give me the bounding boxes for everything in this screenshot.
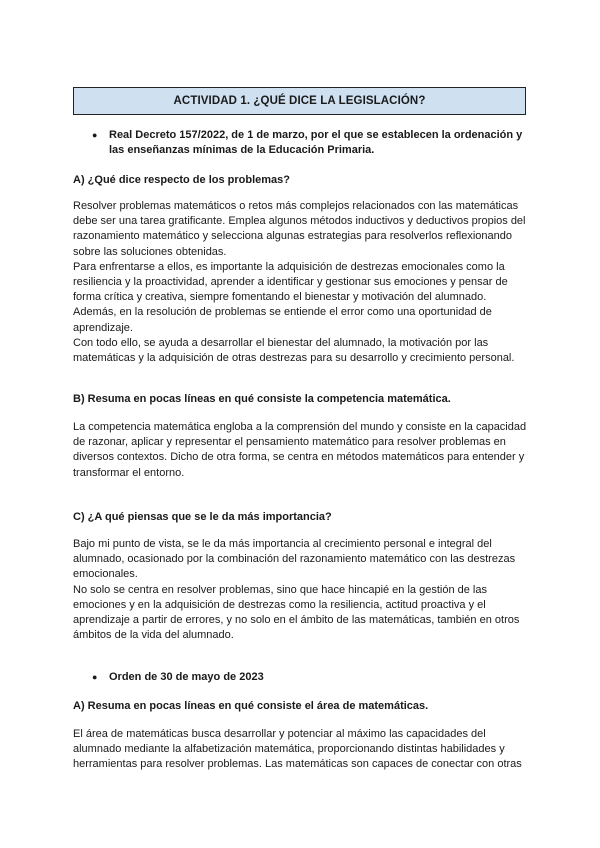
section-a2-body <box>73 727 527 773</box>
paragraph: La competencia matemática engloba a la comprensión del mundo y consiste en la capacidad de razonar, aplicar y representar el pensamiento matemático para resolver problemas en diversos contextos. Dicho de otra forma, se centra en métodos matemáticos para entender y transformar el entorno. <box>73 421 527 479</box>
bullet-text: Real Decreto 157/2022, de 1 de marzo, por el que se establecen la ordenación y las enseñanzas mínimas de la Educación Primaria. <box>109 129 523 157</box>
bullet-real-decreto <box>92 128 532 158</box>
section-c-heading: C) ¿A qué piensas que se le da más importancia? <box>73 511 332 523</box>
activity-title: ACTIVIDAD 1. ¿QUÉ DICE LA LEGISLACIÓN? <box>73 87 526 115</box>
bullet-orden <box>92 670 532 685</box>
paragraph: Bajo mi punto de vista, se le da más importancia al crecimiento personal e integral del alumnado, ocasionado por la combinación del razonamiento matemático con las destrezas emocionales. <box>73 538 516 581</box>
bullet-text: Orden de 30 de mayo de 2023 <box>109 671 264 683</box>
bullet-icon: ● <box>92 130 98 140</box>
paragraph: Además, en la resolución de problemas se entiende el error como una oportunidad de aprendizaje. <box>73 306 492 334</box>
paragraph: No solo se centra en resolver problemas, sino que hace hincapié en la gestión de las emociones y en la adquisición de destrezas como la resiliencia, actitud proactiva y el aprendizaje a partir de errores, y no solo en el ámbito de las matemáticas, también en otros ámbitos de la vida del alumnado. <box>73 583 520 642</box>
section-b-heading: B) Resuma en pocas líneas en qué consiste la competencia matemática. <box>73 393 451 405</box>
section-a2-heading: A) Resuma en pocas líneas en qué consiste el área de matemáticas. <box>73 700 429 712</box>
paragraph: El área de matemáticas busca desarrollar y potenciar al máximo las capacidades del alumnado mediante la alfabetización matemática, proporcionando distintas habilidades y herramientas para resolver problemas. Las matemáticas son capaces de conectar con otras <box>73 728 522 771</box>
paragraph: Para enfrentarse a ellos, es importante la adquisición de destrezas emocionales como la resiliencia y la proactividad, aprender a identificar y gestionar sus emociones y pensar de forma crítica y creativa, siempre fomentando el bienestar y motivación del alumnado. <box>73 260 508 304</box>
paragraph: Resolver problemas matemáticos o retos más complejos relacionados con las matemáticas debe ser una tarea gratificante. Emplea algunos métodos inductivos y deductivos propios del razonamiento matemático y selecciona algunas estrategias para resolverlos reflexionando sobre las soluciones obtenidas. <box>73 200 526 258</box>
bullet-icon: ● <box>92 672 98 682</box>
section-a-heading: A) ¿Qué dice respecto de los problemas? <box>73 174 290 186</box>
section-b-body <box>73 420 527 481</box>
section-a-body <box>73 199 527 366</box>
paragraph: Con todo ello, se ayuda a desarrollar el bienestar del alumnado, la motivación por las matemáticas y la adquisición de otras destrezas para su desarrollo y crecimiento personal. <box>73 336 515 365</box>
section-c-body <box>73 537 527 643</box>
